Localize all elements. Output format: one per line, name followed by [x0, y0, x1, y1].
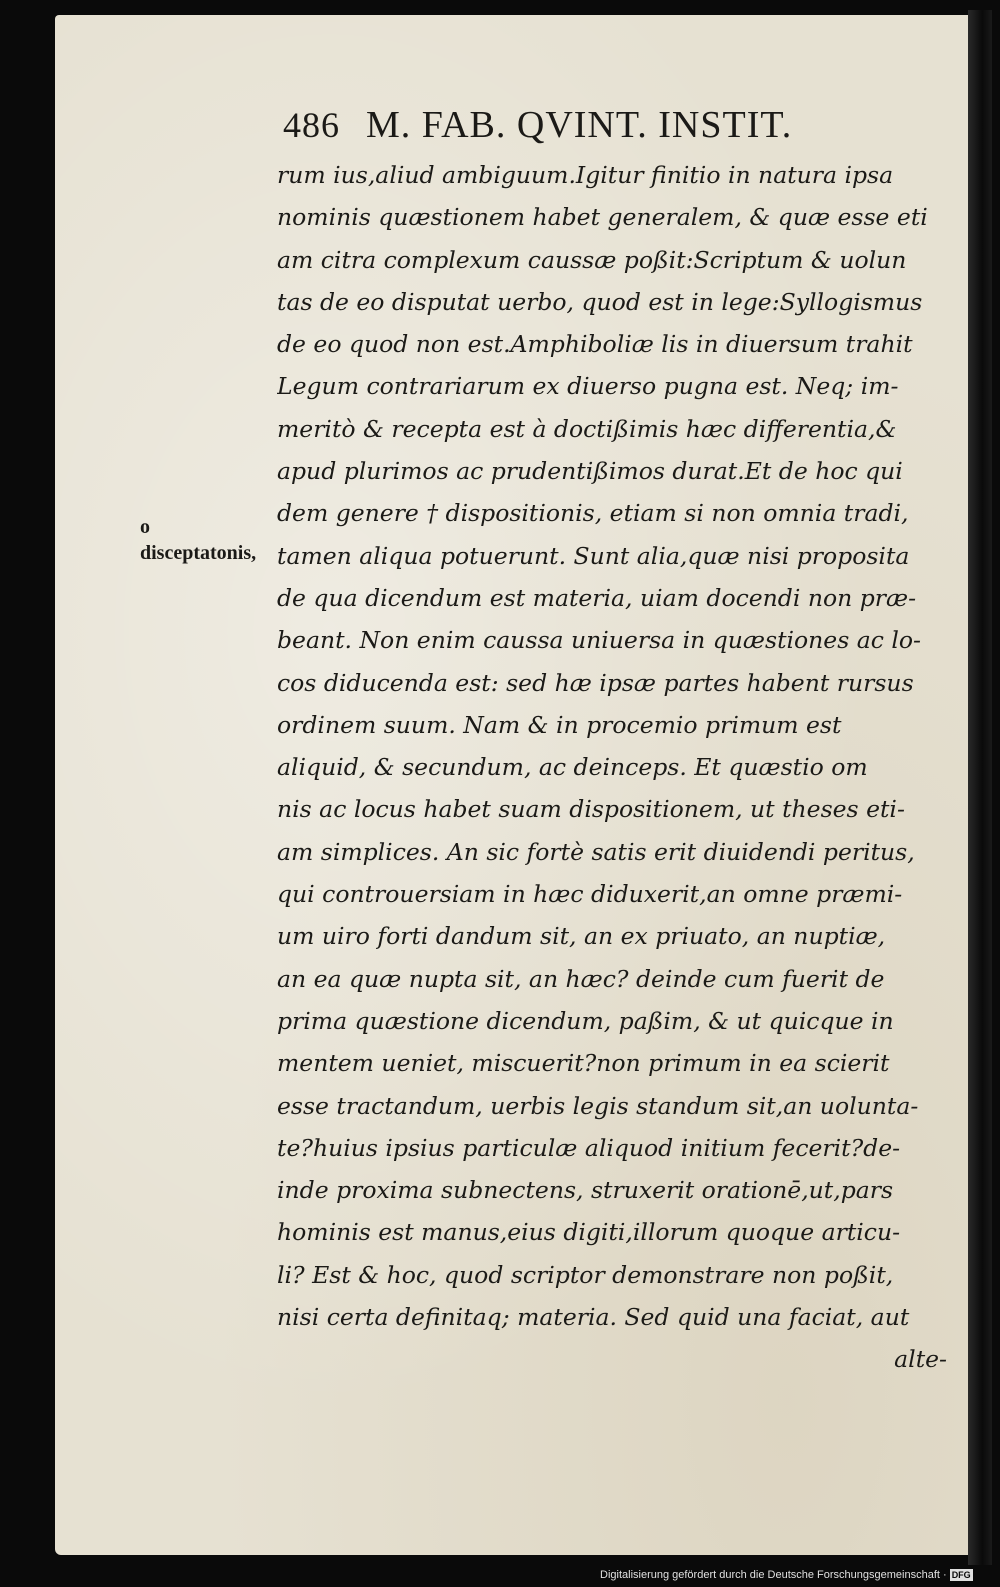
- text-line: te?huius ipsius particulæ aliquod initium fecerit?de-: [277, 1133, 901, 1162]
- text-line: nominis quæstionem habet generalem, & quæ esse eti: [277, 203, 928, 232]
- text-line: li? Est & hoc, quod scriptor demonstrare non poßit,: [277, 1260, 894, 1289]
- body-text: [277, 154, 947, 1381]
- text-line: de eo quod non est.Amphiboliæ lis in diuersum trahit: [277, 330, 913, 359]
- page-number: 486: [283, 105, 340, 145]
- text-line: an ea quæ nupta sit, an hæc? deinde cum fuerit de: [277, 964, 885, 993]
- digitization-credit: [600, 1569, 973, 1581]
- running-header: [283, 103, 923, 147]
- text-line: hominis est manus,eius digiti,illorum quoque articu-: [277, 1218, 901, 1247]
- text-line: Legum contrariarum ex diuerso pugna est. Neq; im-: [277, 372, 899, 401]
- margin-note-line: o disceptatonis,: [140, 516, 257, 564]
- text-line: mentem ueniet, miscuerit?non primum in ea scierit: [277, 1049, 890, 1078]
- text-line: inde proxima subnectens, struxerit orationē,ut,pars: [277, 1176, 894, 1205]
- text-line: beant. Non enim caussa uniuersa in quæstiones ac lo-: [277, 626, 921, 655]
- catchword: alte-: [894, 1345, 947, 1374]
- running-title: M. FAB. QVINT. INSTIT.: [366, 104, 793, 146]
- text-line: am citra complexum caussæ poßit:Scriptum & uolun: [277, 245, 907, 274]
- text-line: aliquid, & secundum, ac deinceps. Et quæstio om: [277, 753, 868, 782]
- text-line: nisi certa definitaq; materia. Sed quid una faciat, aut: [277, 1303, 910, 1332]
- text-line: tamen aliqua potuerunt. Sunt alia,quæ nisi proposita: [277, 541, 910, 570]
- text-line: prima quæstione dicendum, paßim, & ut quicque in: [277, 1006, 894, 1035]
- text-line: esse tractandum, uerbis legis standum sit,an uolunta-: [277, 1091, 919, 1120]
- text-line: ordinem suum. Nam & in procemio primum est: [277, 710, 842, 739]
- book-gutter: [968, 10, 992, 1565]
- text-line: cos diducenda est: sed hæ ipsæ partes habent rursus: [277, 668, 914, 697]
- margin-note: [140, 514, 270, 566]
- text-line: de qua dicendum est materia, uiam docendi non præ-: [277, 583, 917, 612]
- text-line: qui controuersiam in hæc diduxerit,an omne præmi-: [277, 880, 903, 909]
- dfg-logo[interactable]: DFG: [951, 1570, 971, 1580]
- text-line: tas de eo disputat uerbo, quod est in lege:Syllogismus: [277, 287, 923, 316]
- text-line: meritò & recepta est à doctißimis hæc differentia,&: [277, 414, 897, 443]
- text-line: am simplices. An sic fortè satis erit diuidendi peritus,: [277, 837, 915, 866]
- credit-text: Digitalisierung gefördert durch die Deutsche Forschungsgemeinschaft ·: [600, 1569, 947, 1581]
- text-line: nis ac locus habet suam dispositionem, ut theses eti-: [277, 795, 905, 824]
- text-line: dem genere † dispositionis, etiam si non omnia tradi,: [277, 499, 909, 528]
- text-line: rum ius,aliud ambiguum.Igitur finitio in natura ipsa: [277, 161, 894, 189]
- text-line: um uiro forti dandum sit, an ex priuato, an nuptiæ,: [277, 922, 886, 951]
- text-line: apud plurimos ac prudentißimos durat.Et de hoc qui: [277, 457, 903, 486]
